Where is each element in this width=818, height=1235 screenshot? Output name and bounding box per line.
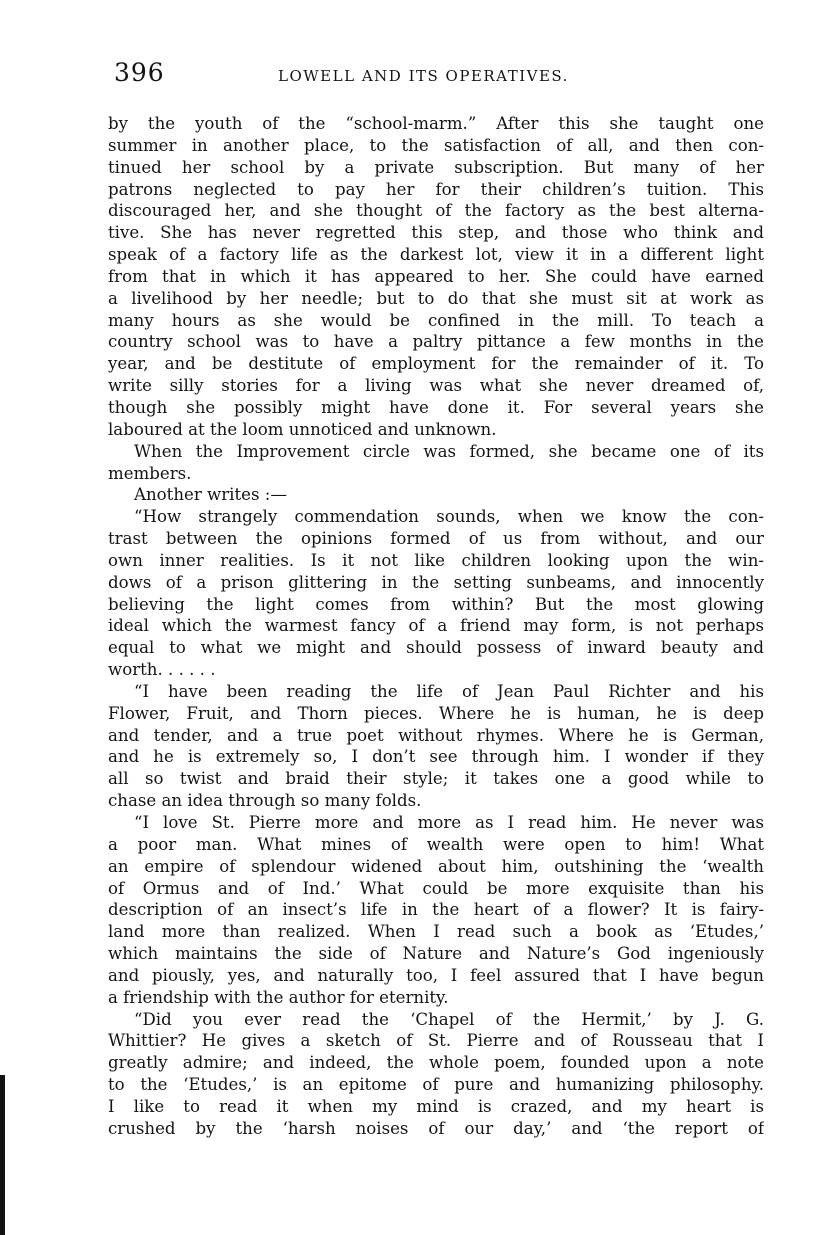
running-title: LOWELL AND ITS OPERATIVES. xyxy=(278,67,569,85)
text-line: write silly stories for a living was what she never dreamed of, xyxy=(108,376,764,396)
text-line: “I have been reading the life of Jean Paul Richter and his xyxy=(134,681,764,701)
text-line: land more than realized. When I read such a book as ‘Etudes,’ xyxy=(108,922,764,942)
text-line: chase an idea through so many folds. xyxy=(108,791,422,811)
text-line: Another writes :— xyxy=(134,485,287,505)
text-line: crushed by the ‘harsh noises of our day,’ and ‘the report of xyxy=(108,1118,764,1138)
text-line: discouraged her, and she thought of the factory as the best alterna- xyxy=(108,201,764,221)
text-line: summer in another place, to the satisfaction of all, and then con- xyxy=(108,135,764,155)
text-line: I like to read it when my mind is crazed, and my heart is xyxy=(108,1096,764,1116)
page-header xyxy=(114,58,754,94)
text-line: a friendship with the author for eternity. xyxy=(108,987,449,1007)
text-line: Whittier? He gives a sketch of St. Pierre and of Rousseau that I xyxy=(108,1031,764,1051)
text-line: an empire of splendour widened about him, outshining the ‘wealth xyxy=(108,856,764,876)
text-line: worth. . . . . . xyxy=(108,660,216,680)
text-line: When the Improvement circle was formed, she became one of its xyxy=(134,441,764,461)
text-line: own inner realities. Is it not like children looking upon the win- xyxy=(108,550,764,570)
page-number: 396 xyxy=(114,58,165,87)
text-line: “How strangely commendation sounds, when we know the con- xyxy=(134,507,764,527)
text-line: members. xyxy=(108,463,192,483)
text-line: many hours as she would be confined in the mill. To teach a xyxy=(108,310,764,330)
text-line: to the ‘Etudes,’ is an epitome of pure and humanizing philosophy. xyxy=(108,1075,764,1095)
text-line: year, and be destitute of employment for the remainder of it. To xyxy=(108,354,764,374)
text-line: and piously, yes, and naturally too, I feel assured that I have begun xyxy=(108,965,764,985)
body-text xyxy=(108,113,764,1140)
text-line: all so twist and braid their style; it takes one a good while to xyxy=(108,769,764,789)
text-line: which maintains the side of Nature and Nature’s God ingeniously xyxy=(108,944,764,964)
text-line: tive. She has never regretted this step, and those who think and xyxy=(108,223,764,243)
text-line: Flower, Fruit, and Thorn pieces. Where he is human, he is deep xyxy=(108,703,764,723)
text-line: a poor man. What mines of wealth were open to him! What xyxy=(108,834,764,854)
text-line: tinued her school by a private subscription. But many of her xyxy=(108,157,764,177)
text-line: trast between the opinions formed of us from without, and our xyxy=(108,529,764,549)
text-line: and tender, and a true poet without rhymes. Where he is German, xyxy=(108,725,764,745)
text-line: from that in which it has appeared to her. She could have earned xyxy=(108,266,764,286)
text-line: greatly admire; and indeed, the whole poem, founded upon a note xyxy=(108,1053,764,1073)
text-line: equal to what we might and should possess of inward beauty and xyxy=(108,638,764,658)
text-line: country school was to have a paltry pittance a few months in the xyxy=(108,332,764,352)
text-line: laboured at the loom unnoticed and unknown. xyxy=(108,419,497,439)
text-line: and he is extremely so, I don’t see through him. I wonder if they xyxy=(108,747,764,767)
text-line: speak of a factory life as the darkest lot, view it in a different light xyxy=(108,245,764,265)
text-line: description of an insect’s life in the heart of a flower? It is fairy- xyxy=(108,900,764,920)
text-line: though she possibly might have done it. For several years she xyxy=(108,397,764,417)
text-line: by the youth of the “school-marm.” After this she taught one xyxy=(108,114,764,133)
text-line: of Ormus and of Ind.’ What could be more exquisite than his xyxy=(108,878,764,898)
text-line: “Did you ever read the ‘Chapel of the Hermit,’ by J. G. xyxy=(134,1009,764,1029)
text-line: “I love St. Pierre more and more as I read him. He never was xyxy=(134,813,764,832)
text-line: dows of a prison glittering in the setting sunbeams, and innocently xyxy=(108,572,764,592)
text-line: patrons neglected to pay her for their children’s tuition. This xyxy=(108,179,764,199)
text-line: ideal which the warmest fancy of a friend may form, is not perhaps xyxy=(108,616,764,636)
text-line: believing the light comes from within? But the most glowing xyxy=(108,594,764,614)
text-line: a livelihood by her needle; but to do that she must sit at work as xyxy=(108,288,764,308)
